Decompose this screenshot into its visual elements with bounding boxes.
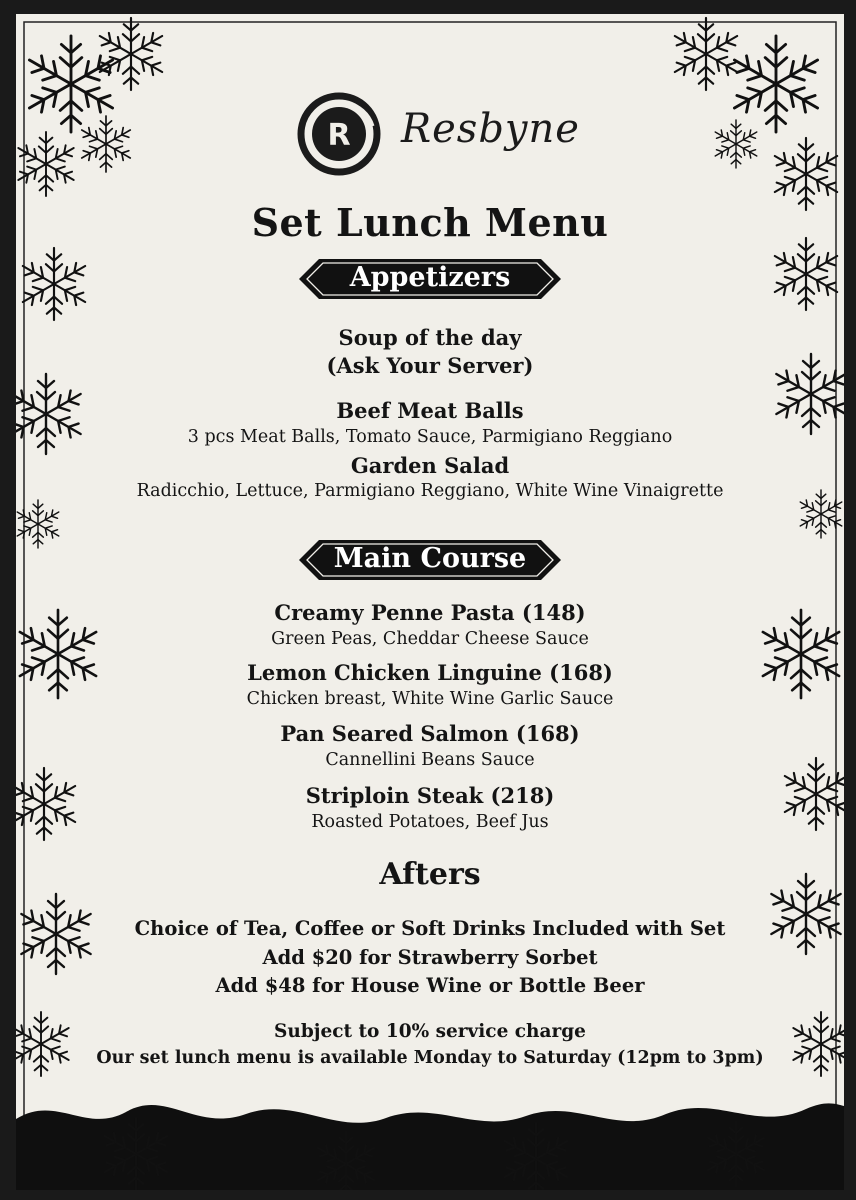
page-title: Set Lunch Menu bbox=[251, 200, 609, 245]
main-item-desc: Roasted Potatoes, Beef Jus bbox=[311, 812, 549, 832]
restaurant-logo bbox=[293, 86, 593, 186]
afters-line: Add $20 for Strawberry Sorbet bbox=[262, 946, 598, 969]
menu-page bbox=[16, 14, 844, 1190]
appetizer-item-name: Soup of the day bbox=[338, 325, 522, 350]
main-course-heading-banner bbox=[297, 538, 563, 582]
menu-content bbox=[16, 14, 844, 1190]
appetizer-item-desc: Radicchio, Lettuce, Parmigiano Reggiano, White Wine Vinaigrette bbox=[136, 481, 724, 501]
main-item-name: Lemon Chicken Linguine (168) bbox=[247, 660, 613, 685]
appetizer-item-desc: 3 pcs Meat Balls, Tomato Sauce, Parmigiano Reggiano bbox=[187, 427, 673, 447]
logo-emblem-icon bbox=[293, 86, 393, 186]
appetizer-item-note: (Ask Your Server) bbox=[326, 353, 534, 378]
main-item-name: Creamy Penne Pasta (148) bbox=[274, 600, 586, 625]
afters-heading: Afters bbox=[379, 857, 481, 892]
main-item-desc: Cannellini Beans Sauce bbox=[325, 750, 535, 770]
availability-note: Our set lunch menu is available Monday to Saturday (12pm to 3pm) bbox=[96, 1048, 764, 1068]
main-item-desc: Chicken breast, White Wine Garlic Sauce bbox=[246, 689, 614, 709]
main-item-desc: Green Peas, Cheddar Cheese Sauce bbox=[271, 629, 589, 649]
appetizers-heading: Appetizers bbox=[349, 262, 511, 293]
afters-line: Add $48 for House Wine or Bottle Beer bbox=[215, 974, 645, 997]
main-item-name: Striploin Steak (218) bbox=[305, 783, 555, 808]
appetizer-item-name: Garden Salad bbox=[350, 453, 510, 478]
service-charge-note: Subject to 10% service charge bbox=[274, 1021, 586, 1042]
appetizer-item-name: Beef Meat Balls bbox=[336, 398, 524, 423]
appetizers-heading-banner bbox=[297, 257, 563, 301]
main-item-name: Pan Seared Salmon (168) bbox=[280, 721, 580, 746]
svg-text:R: R bbox=[327, 118, 351, 153]
logo-wordmark: Resbyne bbox=[401, 106, 580, 152]
main-course-heading: Main Course bbox=[333, 543, 527, 574]
afters-line: Choice of Tea, Coffee or Soft Drinks Included with Set bbox=[134, 917, 726, 940]
